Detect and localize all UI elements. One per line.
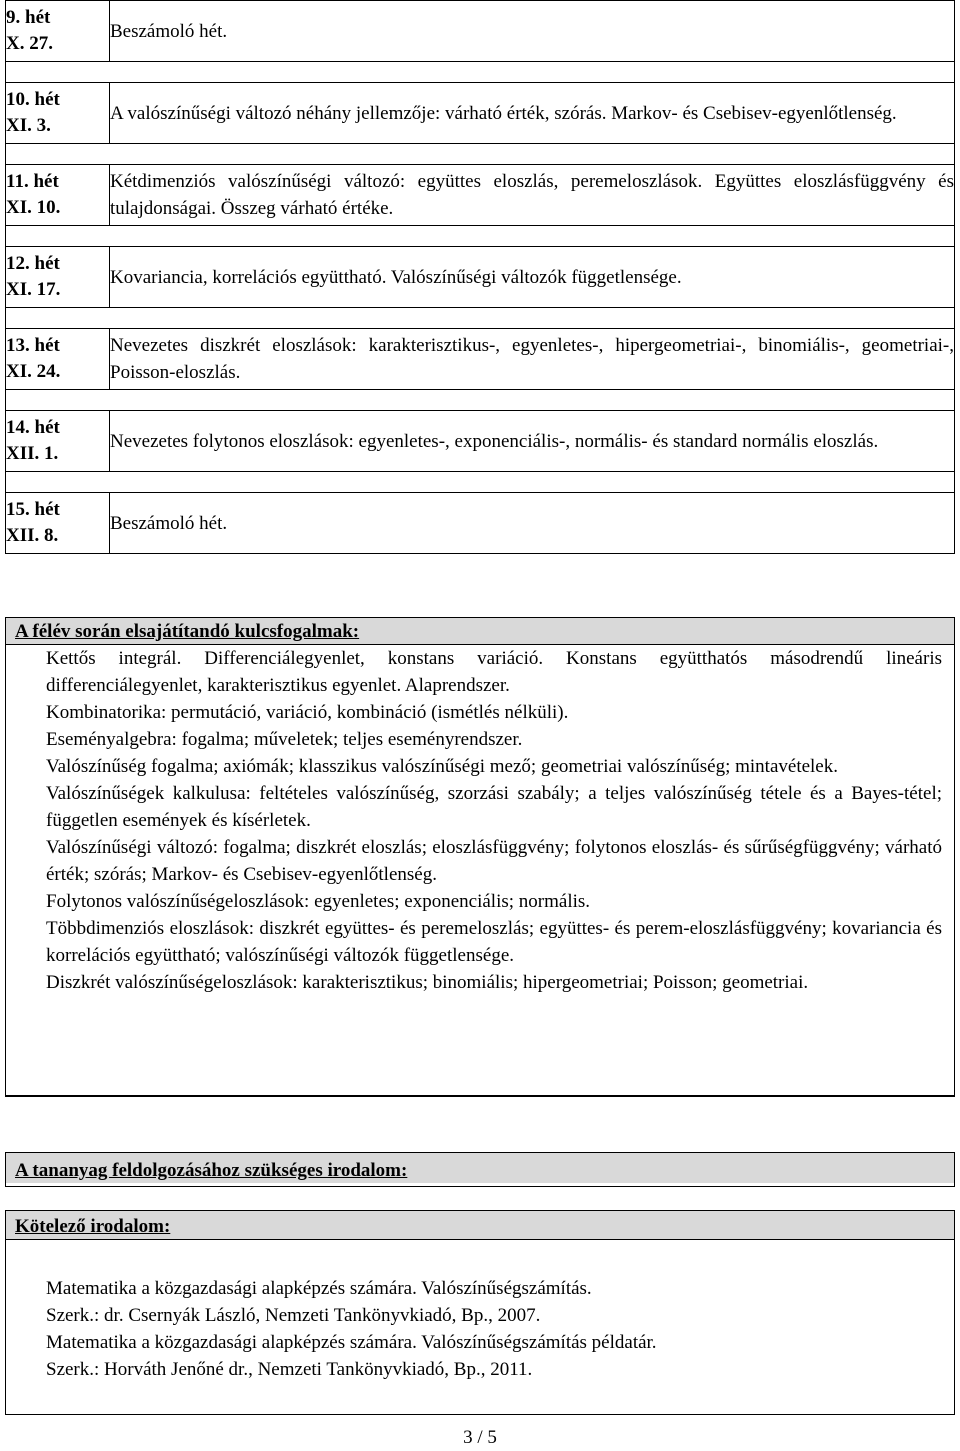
key-concept-item: Kettős integrál. Differenciálegyenlet, konstans variáció. Konstans együtthatós másodrendű lineáris differenciálegyenlet, karakterisztikus egyenlet. Alaprendszer. xyxy=(46,648,942,696)
week-number: 14. hét xyxy=(6,417,60,438)
key-concept-item: Valószínűség fogalma; axiómák; klasszikus valószínűségi mező; geometriai valószínűség; mintavételek. xyxy=(46,756,838,777)
content-cell: Beszámoló hét. xyxy=(110,1,955,62)
literature-section xyxy=(5,1152,955,1187)
content-cell: Kétdimenziós valószínűségi változó: együttes eloszlás, peremeloszlások. Együttes eloszlásfüggvény és tulajdonságai. Összeg várható értéke. xyxy=(110,165,955,226)
schedule-row xyxy=(6,165,955,226)
schedule-row xyxy=(6,1,955,62)
week-date: XI. 3. xyxy=(6,115,51,136)
key-concepts-section xyxy=(5,617,955,1097)
week-date: XI. 17. xyxy=(6,279,61,300)
week-number: 11. hét xyxy=(6,171,59,192)
row-separator xyxy=(6,472,955,493)
week-cell xyxy=(6,1,110,62)
literature-line: Szerk.: dr. Csernyák László, Nemzeti Tankönyvkiadó, Bp., 2007. xyxy=(46,1305,541,1326)
week-cell xyxy=(6,247,110,308)
week-number: 15. hét xyxy=(6,499,60,520)
key-concept-item: Többdimenziós eloszlások: diszkrét együttes- és peremeloszlás; együttes- és perem-eloszlásfüggvény; kovariancia és korrelációs együttható; valószínűségi változók függetlensége. xyxy=(46,918,942,966)
content-cell: Beszámoló hét. xyxy=(110,493,955,554)
schedule-row xyxy=(6,247,955,308)
week-date: X. 27. xyxy=(6,33,53,54)
week-date: XI. 10. xyxy=(6,197,61,218)
literature-heading: A tananyag feldolgozásához szükséges irodalom: xyxy=(6,1153,954,1183)
key-concept-item: Valószínűségek kalkulusa: feltételes valószínűség, szorzási szabály; a teljes valószínűség tétele és a Bayes-tétel; független események és kísérletek. xyxy=(46,783,942,831)
page-number: 3 / 5 xyxy=(463,1427,497,1448)
key-concept-item: Kombinatorika: permutáció, variáció, kombináció (ismétlés nélküli). xyxy=(46,702,569,723)
schedule-row xyxy=(6,411,955,472)
content-cell: A valószínűségi változó néhány jellemzője: várható érték, szórás. Markov- és Csebisev-egyenlőtlenség. xyxy=(110,83,955,144)
schedule-row xyxy=(6,329,955,390)
required-literature-section xyxy=(5,1210,955,1415)
week-cell xyxy=(6,493,110,554)
literature-line: Szerk.: Horváth Jenőné dr., Nemzeti Tankönyvkiadó, Bp., 2011. xyxy=(46,1359,533,1380)
week-number: 13. hét xyxy=(6,335,60,356)
row-separator xyxy=(6,308,955,329)
week-date: XI. 24. xyxy=(6,361,61,382)
week-date: XII. 8. xyxy=(6,525,59,546)
row-separator xyxy=(6,62,955,83)
required-literature-body xyxy=(6,1240,954,1383)
schedule-table xyxy=(5,0,955,554)
schedule-row xyxy=(6,493,955,554)
week-cell xyxy=(6,329,110,390)
key-concept-item: Diszkrét valószínűségeloszlások: karakterisztikus; binomiális; hipergeometriai; Poisson; geometriai. xyxy=(46,972,809,993)
week-cell xyxy=(6,165,110,226)
required-literature-heading: Kötelező irodalom: xyxy=(6,1211,954,1240)
key-concept-item: Folytonos valószínűségeloszlások: egyenletes; exponenciális; normális. xyxy=(46,891,591,912)
key-concept-item: Eseményalgebra: fogalma; műveletek; teljes eseményrendszer. xyxy=(46,729,523,750)
key-concepts-heading: A félév során elsajátítandó kulcsfogalmak: xyxy=(6,618,954,645)
schedule-row xyxy=(6,83,955,144)
literature-line: Matematika a közgazdasági alapképzés számára. Valószínűségszámítás példatár. xyxy=(46,1332,657,1353)
key-concepts-body xyxy=(6,645,954,996)
week-number: 12. hét xyxy=(6,253,60,274)
week-number: 10. hét xyxy=(6,89,60,110)
content-cell: Kovariancia, korrelációs együttható. Valószínűségi változók függetlensége. xyxy=(110,247,955,308)
literature-line: Matematika a közgazdasági alapképzés számára. Valószínűségszámítás. xyxy=(46,1278,592,1299)
row-separator xyxy=(6,390,955,411)
week-cell xyxy=(6,411,110,472)
week-cell xyxy=(6,83,110,144)
content-cell: Nevezetes folytonos eloszlások: egyenletes-, exponenciális-, normális- és standard normális eloszlás. xyxy=(110,411,955,472)
row-separator xyxy=(6,226,955,247)
week-date: XII. 1. xyxy=(6,443,59,464)
row-separator xyxy=(6,144,955,165)
week-number: 9. hét xyxy=(6,7,51,28)
content-cell: Nevezetes diszkrét eloszlások: karakterisztikus-, egyenletes-, hipergeometriai-, binomiális-, geometriai-, Poisson-eloszlás. xyxy=(110,329,955,390)
key-concept-item: Valószínűségi változó: fogalma; diszkrét eloszlás; eloszlásfüggvény; folytonos eloszlás- és sűrűségfüggvény; várható érték; szórás; Markov- és Csebisev-egyenlőtlenség. xyxy=(46,837,942,885)
